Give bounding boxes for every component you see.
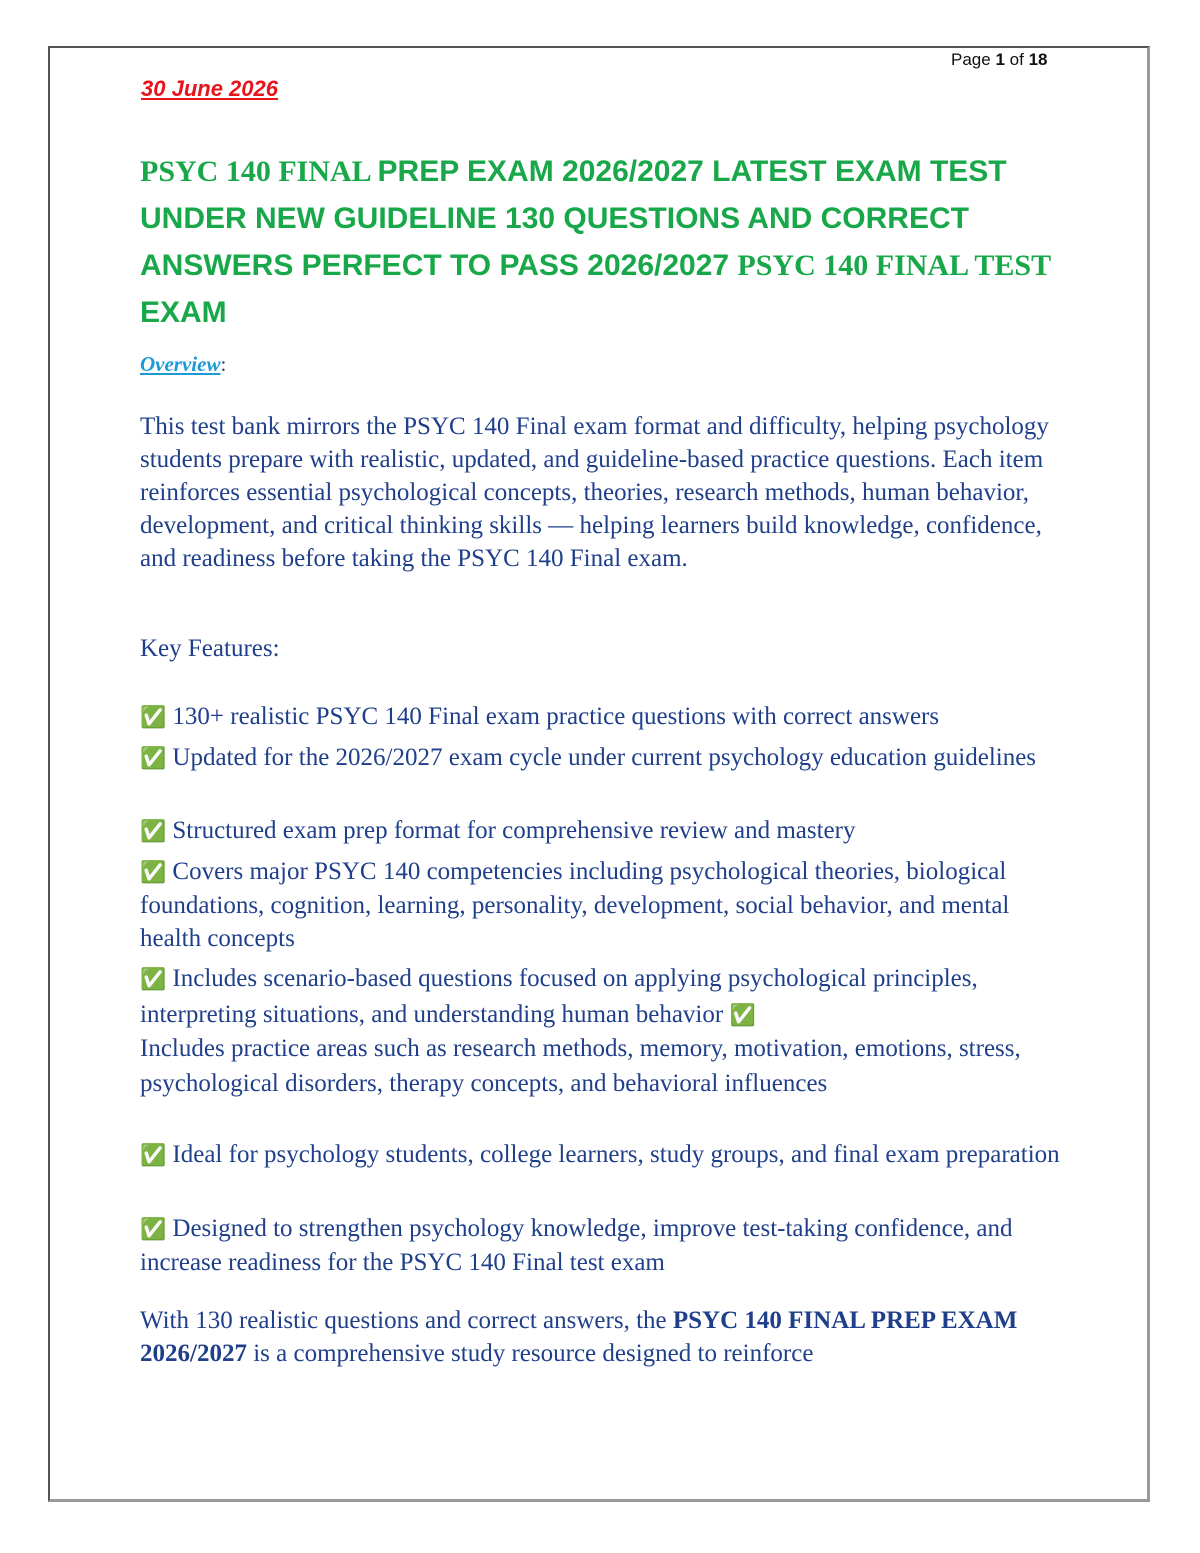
feature-item (140, 741, 1070, 775)
closing-before: With 130 realistic questions and correct answers, the (140, 1307, 673, 1334)
title-part-2: PREP EXAM 2026/2027 LATEST EXAM TEST UNDER NEW GUIDELINE 130 QUESTIONS AND CORRECT ANSWERS PERFECT TO PASS 2026/2027 (140, 155, 1007, 282)
page-of-label: of (1009, 50, 1024, 69)
feature-text: Includes scenario-based questions focused on applying psychological principles, interpreting situations, and understanding human behavior (140, 965, 978, 1028)
document-title (140, 148, 1070, 336)
feature-text: Structured exam prep format for comprehensive review and mastery (172, 817, 856, 844)
feature-text: Designed to strengthen psychology knowledge, improve test-taking confidence, and increase readiness for the PSYC 140 Final test exam (140, 1215, 1013, 1276)
feature-item (140, 700, 1070, 734)
page-label: Page (951, 50, 991, 69)
closing-after: is a comprehensive study resource designed to reinforce (246, 1340, 814, 1367)
document-date: 30 June 2026 (141, 76, 278, 101)
feature-item (140, 961, 1070, 1101)
check-icon: ✅ (140, 746, 167, 770)
page-current: 1 (995, 50, 1005, 69)
feature-item (140, 814, 1070, 848)
feature-text: Covers major PSYC 140 competencies including psychological theories, biological foundations, cognition, learning, personality, development, social behavior, and mental health concepts (140, 858, 1010, 952)
feature-item (140, 855, 1070, 955)
check-icon: ✅ (140, 1217, 167, 1241)
overview-heading (140, 352, 226, 377)
page-total: 18 (1028, 50, 1048, 69)
feature-item (140, 1138, 1070, 1172)
closing-paragraph (140, 1304, 1070, 1370)
feature-text: 130+ realistic PSYC 140 Final exam practice questions with correct answers (172, 703, 940, 730)
check-icon: ✅ (729, 1003, 756, 1027)
feature-text: Includes practice areas such as research methods, memory, motivation, emotions, stress, psychological disorders, therapy concepts, and behavioral influences (140, 1035, 1021, 1097)
check-icon: ✅ (140, 967, 167, 991)
page-number (951, 50, 1047, 70)
closing-bold: PSYC 140 FINAL PREP EXAM 2026/2027 (140, 1307, 1018, 1367)
overview-paragraph: This test bank mirrors the PSYC 140 Final exam format and difficulty, helping psychology students prepare with realistic, updated, and guideline-based practice questions. Each item reinforces essential psychological concepts, theories, research methods, human behavior, development, and critical thinking skills — helping learners build knowledge, confidence, and readiness before taking the PSYC 140 Final exam. (140, 413, 1049, 572)
overview-colon: : (220, 352, 227, 376)
check-icon: ✅ (140, 819, 167, 843)
overview-link[interactable]: Overview (140, 352, 221, 376)
title-part-1: PSYC 140 FINAL (140, 155, 378, 188)
check-icon: ✅ (140, 860, 167, 884)
title-part-3: PSYC 140 FINAL TEST (737, 249, 1052, 282)
check-icon: ✅ (140, 705, 167, 729)
check-icon: ✅ (140, 1143, 167, 1167)
feature-item (140, 1212, 1070, 1279)
feature-text: Updated for the 2026/2027 exam cycle under current psychology education guidelines (172, 744, 1037, 771)
feature-text: Ideal for psychology students, college learners, study groups, and final exam preparation (172, 1141, 1060, 1168)
title-part-4: EXAM (140, 296, 227, 329)
key-features-heading: Key Features: (140, 635, 280, 662)
